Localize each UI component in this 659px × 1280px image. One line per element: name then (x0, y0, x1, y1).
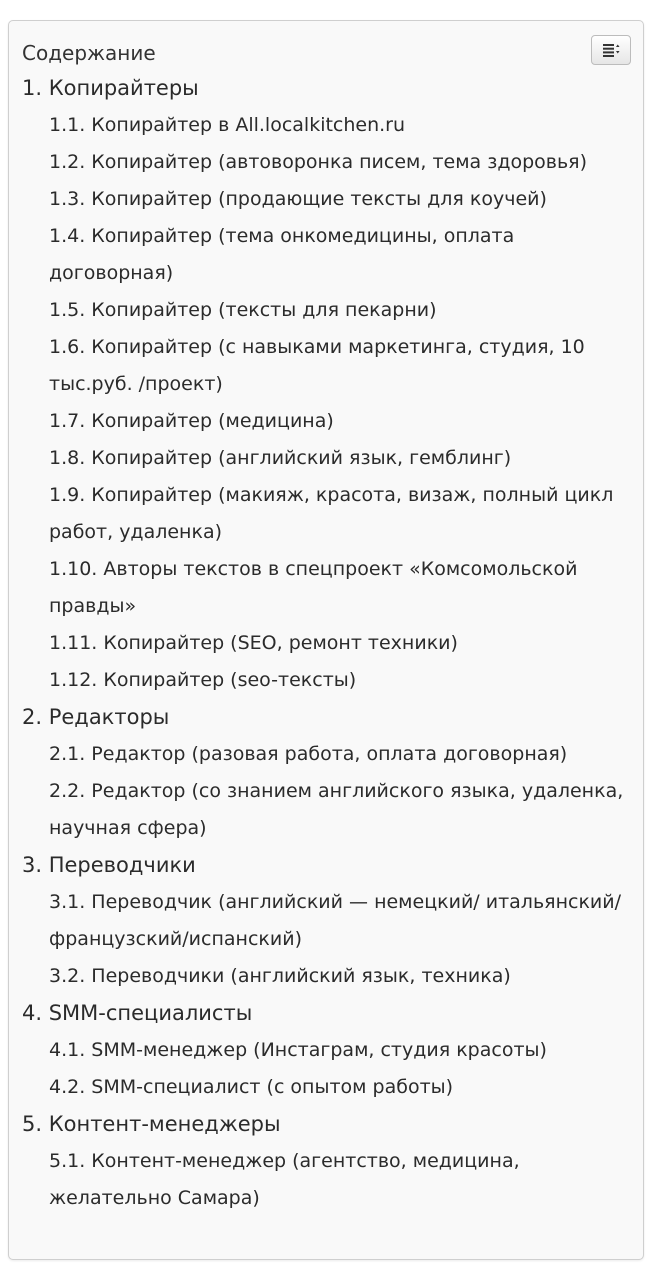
toc-toggle-button[interactable] (591, 35, 631, 65)
toc-item (49, 144, 637, 181)
toc-item-link[interactable]: 3.2. Переводчики (английский язык, техника) (49, 965, 511, 987)
toc-item-link[interactable]: 2.1. Редактор (разовая работа, оплата договорная) (49, 743, 568, 765)
toc-item-link[interactable]: 1.7. Копирайтер (медицина) (49, 410, 334, 432)
toc-section-link[interactable]: 3. Переводчики (22, 853, 196, 877)
toc-sublist (22, 1032, 637, 1106)
toc-item-link[interactable]: 1.6. Копирайтер (с навыками маркетинга, студия, 10 тыс.руб. /проект) (49, 336, 585, 395)
toc-item (49, 477, 637, 551)
toc-item-link[interactable]: 1.1. Копирайтер в All.localkitchen.ru (49, 114, 406, 136)
table-of-contents (8, 20, 644, 1260)
toc-item (49, 107, 637, 144)
toc-item-link[interactable]: 1.9. Копирайтер (макияж, красота, визаж, полный цикл работ, удаленка) (49, 484, 614, 543)
toc-sublist (22, 736, 637, 847)
toc-item (49, 440, 637, 477)
toc-item (49, 181, 637, 218)
toc-item-link[interactable]: 4.2. SMM-специалист (с опытом работы) (49, 1076, 454, 1098)
toc-item-link[interactable]: 1.5. Копирайтер (тексты для пекарни) (49, 299, 437, 321)
toc-section (22, 70, 637, 699)
toc-section (22, 995, 637, 1106)
toc-section-link[interactable]: 4. SMM-специалисты (22, 1001, 253, 1025)
toc-item-link[interactable]: 3.1. Переводчик (английский — немецкий/ итальянский/французский/испанский) (49, 891, 622, 950)
toc-item-link[interactable]: 5.1. Контент-менеджер (агентство, медицина, желательно Самара) (49, 1150, 520, 1209)
toc-item (49, 662, 637, 699)
toc-item-link[interactable]: 1.12. Копирайтер (seo-тексты) (49, 669, 357, 691)
toc-item-link[interactable]: 2.2. Редактор (со знанием английского языка, удаленка, научная сфера) (49, 780, 624, 839)
toc-list (22, 70, 637, 1217)
toc-sublist (22, 1143, 637, 1217)
toc-section (22, 699, 637, 847)
toc-item (49, 329, 637, 403)
toc-item (49, 1069, 637, 1106)
toc-item (49, 884, 637, 958)
toc-item-link[interactable]: 1.10. Авторы текстов в спецпроект «Комсомольской правды» (49, 558, 578, 617)
toc-sublist (22, 884, 637, 995)
toc-item (49, 958, 637, 995)
list-icon (603, 44, 620, 57)
toc-item (49, 1143, 637, 1217)
toc-item-link[interactable]: 1.2. Копирайтер (автоворонка писем, тема здоровья) (49, 151, 588, 173)
toc-section (22, 847, 637, 995)
toc-item (49, 736, 637, 773)
toc-item (49, 625, 637, 662)
toc-sublist (22, 107, 637, 699)
toc-section (22, 1106, 637, 1217)
toc-item-link[interactable]: 1.4. Копирайтер (тема онкомедицины, оплата договорная) (49, 225, 515, 284)
toc-item-link[interactable]: 1.11. Копирайтер (SEO, ремонт техники) (49, 632, 458, 654)
toc-item-link[interactable]: 1.3. Копирайтер (продающие тексты для коучей) (49, 188, 547, 210)
toc-item-link[interactable]: 1.8. Копирайтер (английский язык, гемблинг) (49, 447, 512, 469)
toc-title: Содержание (22, 41, 156, 65)
toc-item (49, 218, 637, 292)
toc-item (49, 403, 637, 440)
toc-item (49, 1032, 637, 1069)
toc-item (49, 773, 637, 847)
toc-section-link[interactable]: 1. Копирайтеры (22, 76, 199, 100)
toc-section-link[interactable]: 2. Редакторы (22, 705, 170, 729)
toc-item (49, 292, 637, 329)
toc-item-link[interactable]: 4.1. SMM-менеджер (Инстаграм, студия красоты) (49, 1039, 547, 1061)
toc-item (49, 551, 637, 625)
toc-section-link[interactable]: 5. Контент-менеджеры (22, 1112, 281, 1136)
